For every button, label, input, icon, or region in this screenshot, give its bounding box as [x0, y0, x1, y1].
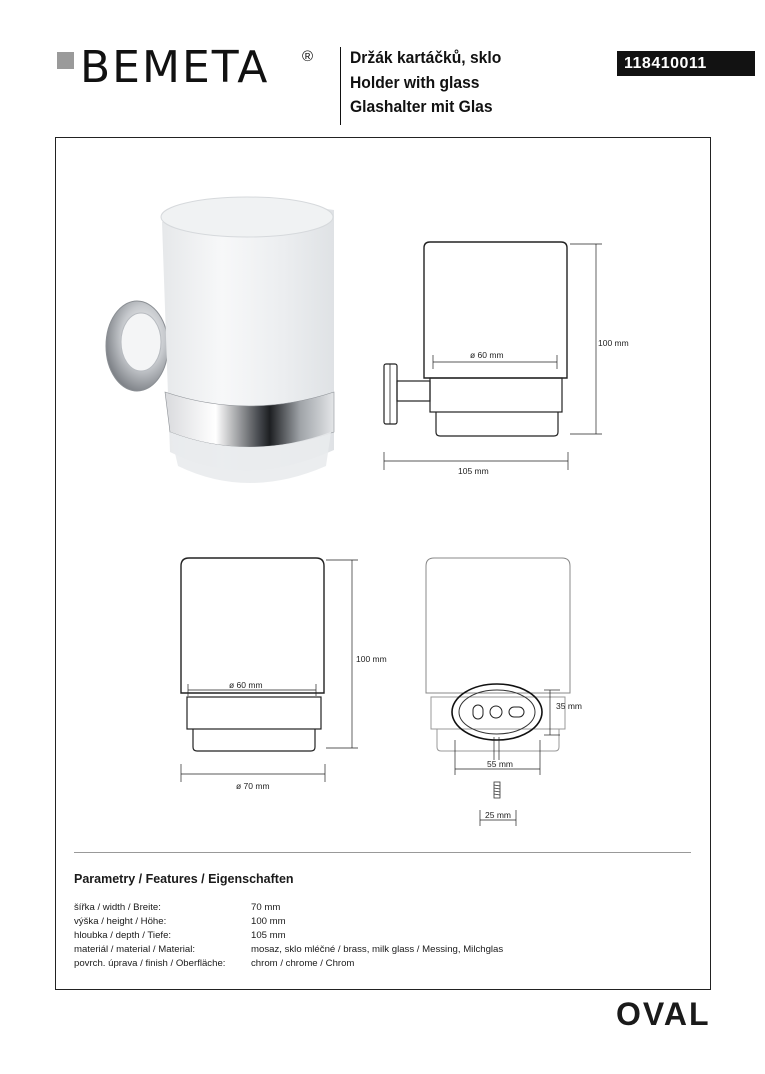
front-width-label: ø 70 mm [236, 781, 270, 791]
title-cz: Držák kartáčků, sklo [350, 48, 502, 67]
side-height-label: 100 mm [598, 338, 629, 348]
back-screw-spacing-label: 25 mm [485, 810, 511, 820]
feature-label: materiál / material / Material: [74, 944, 196, 955]
brand-logo: BEMETA [80, 42, 270, 93]
feature-label: výška / height / Höhe: [74, 916, 167, 927]
back-flange-width-label: 55 mm [487, 759, 513, 769]
side-diameter-label: ø 60 mm [470, 350, 504, 360]
feature-value: 105 mm [251, 930, 286, 941]
feature-row [74, 929, 503, 943]
feature-value: mosaz, sklo mléčné / brass, milk glass / Messing, Milchglas [251, 944, 504, 955]
side-depth-label: 105 mm [458, 466, 489, 476]
title-en: Holder with glass [350, 72, 480, 92]
screw-icon [494, 782, 500, 798]
features-table [74, 901, 503, 971]
feature-row [74, 957, 503, 971]
product-photo [106, 197, 334, 483]
back-view-drawing [426, 558, 570, 826]
product-code: 118410011 [617, 51, 755, 76]
registered-mark: ® [302, 48, 314, 65]
feature-row [74, 915, 503, 929]
feature-value: 100 mm [251, 916, 286, 927]
feature-row [74, 901, 503, 915]
features-title: Parametry / Features / Eigenschaften [74, 872, 294, 886]
title-de: Glashalter mit Glas [350, 97, 493, 116]
feature-row [74, 943, 503, 957]
front-height-label: 100 mm [356, 654, 387, 664]
feature-label: povrch. úprava / finish / Oberfläche: [74, 958, 226, 969]
feature-value: chrom / chrome / Chrom [251, 958, 355, 969]
feature-value: 70 mm [251, 902, 281, 913]
features-divider [74, 852, 691, 853]
back-flange-height-label: 35 mm [556, 701, 582, 711]
front-view-drawing [181, 558, 358, 782]
series-name: OVAL [616, 996, 711, 1032]
feature-label: šířka / width / Breite: [74, 902, 161, 913]
feature-label: hloubka / depth / Tiefe: [74, 930, 172, 941]
front-diameter-label: ø 60 mm [229, 680, 263, 690]
